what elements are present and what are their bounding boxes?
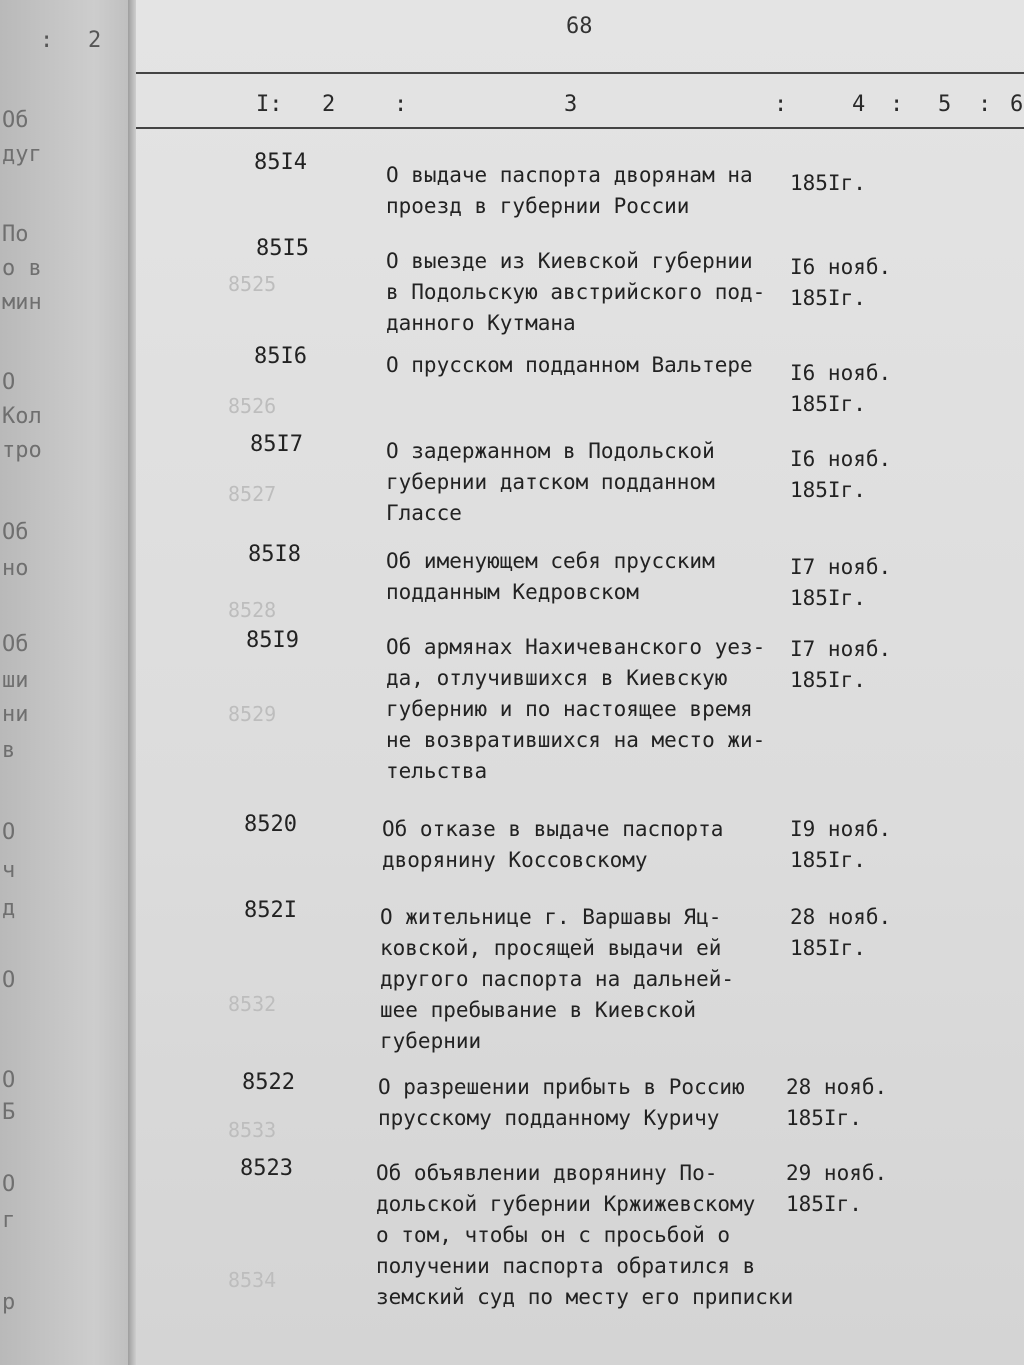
- entry-number: 85I9: [246, 628, 299, 653]
- column-separator: :: [978, 92, 992, 117]
- left-page-fragment: Об: [2, 632, 29, 657]
- left-page-fragment: По: [2, 222, 29, 247]
- header-bottom-rule: [136, 127, 1024, 129]
- entry-title: О разрешении прибыть в Россию прусскому подданному Куричу: [378, 1075, 745, 1130]
- column-header-2: 2: [322, 92, 336, 117]
- left-page-fragment: в: [2, 738, 16, 763]
- entry-date: 29 нояб. 185Iг.: [786, 1161, 888, 1216]
- entry-title: О задержанном в Подольской губернии датском подданном Глассе: [386, 439, 715, 525]
- left-page-fragment: Об: [2, 520, 29, 545]
- left-page-header-fragment: :: [40, 28, 54, 53]
- entry-title: О жительнице г. Варшавы Яц- ковской, просящей выдачи ей другого паспорта на дальней- шее пребывание в Киевской губернии: [380, 905, 735, 1053]
- entry-date: I6 нояб. 185Iг.: [790, 361, 892, 416]
- entry-date: 28 нояб. 185Iг.: [790, 905, 892, 960]
- left-page-fragment: дуг: [2, 142, 42, 167]
- left-page-fragment: Кол: [2, 404, 42, 429]
- left-page-edge: [0, 0, 135, 1365]
- show-through-text: 8533: [228, 1118, 277, 1142]
- column-separator: :: [890, 92, 904, 117]
- page-number: 68: [566, 14, 593, 39]
- left-page-fragment: ши: [2, 668, 29, 693]
- entry-number: 85I4: [254, 150, 307, 175]
- show-through-text: 8525: [228, 272, 277, 296]
- show-through-text: 8534: [228, 1268, 277, 1292]
- left-page-fragment: р: [2, 1290, 16, 1315]
- left-page-fragment: г: [2, 1208, 16, 1233]
- entry-date: 185Iг.: [790, 171, 866, 195]
- left-page-fragment: ни: [2, 702, 29, 727]
- left-page-fragment: о в: [2, 256, 42, 281]
- left-page-fragment: О: [2, 1068, 16, 1093]
- entry-date: I7 нояб. 185Iг.: [790, 637, 892, 692]
- entry-date: I9 нояб. 185Iг.: [790, 817, 892, 872]
- entry-number: 8520: [244, 812, 297, 837]
- entry-number: 8523: [240, 1156, 293, 1181]
- left-page-fragment: О: [2, 820, 16, 845]
- left-page-fragment: Об: [2, 108, 29, 133]
- left-page-fragment: д: [2, 896, 16, 921]
- entry-date: I6 нояб. 185Iг.: [790, 255, 892, 310]
- entry-date: I6 нояб. 185Iг.: [790, 447, 892, 502]
- left-page-fragment: О: [2, 1172, 16, 1197]
- column-header-5: 5: [938, 92, 952, 117]
- left-page-header-fragment: 2: [88, 28, 102, 53]
- entry-title: О прусском подданном Вальтере: [386, 353, 753, 377]
- show-through-text: 8527: [228, 482, 277, 506]
- left-page-fragment: но: [2, 556, 29, 581]
- show-through-text: 8526: [228, 394, 277, 418]
- entry-title: Об армянах Нахичеванского уез- да, отлучившихся в Киевскую губернию и по настоящее время не возвратившихся на место жи- тельства: [386, 635, 766, 783]
- entry-date: I7 нояб. 185Iг.: [790, 555, 892, 610]
- left-page-fragment: мин: [2, 290, 42, 315]
- header-top-rule: [136, 72, 1024, 74]
- entry-number: 8522: [242, 1070, 295, 1095]
- left-page-fragment: О: [2, 370, 16, 395]
- entry-title: О выдаче паспорта дворянам на проезд в губернии России: [386, 163, 753, 218]
- left-page-fragment: О: [2, 968, 16, 993]
- left-page-fragment: Б: [2, 1100, 16, 1125]
- entry-title: О выезде из Киевской губернии в Подольскую австрийского под- данного Кутмана: [386, 249, 766, 335]
- column-header-3: 3: [564, 92, 578, 117]
- entry-title: Об отказе в выдаче паспорта дворянину Коссовскому: [382, 817, 724, 872]
- show-through-text: 8528: [228, 598, 277, 622]
- left-page-fragment: тро: [2, 438, 42, 463]
- entry-number: 85I7: [250, 432, 303, 457]
- entry-number: 85I5: [256, 236, 309, 261]
- document-page: [136, 0, 1024, 1365]
- column-header-6: 6: [1010, 92, 1024, 117]
- entry-date: 28 нояб. 185Iг.: [786, 1075, 888, 1130]
- left-page-fragment: ч: [2, 858, 16, 883]
- column-separator: :: [394, 92, 408, 117]
- show-through-text: 8532: [228, 992, 277, 1016]
- entry-number: 85I6: [254, 344, 307, 369]
- column-header-1: I:: [256, 92, 283, 117]
- entry-title: Об объявлении дворянину По- дольской губернии Кржижевскому о том, чтобы он с просьбой о получении паспорта обратился в земский суд по месту его приписки: [376, 1161, 794, 1309]
- entry-number: 852I: [244, 898, 297, 923]
- show-through-text: 8529: [228, 702, 277, 726]
- column-header-4: 4: [852, 92, 866, 117]
- entry-title: Об именующем себя прусским подданным Кедровском: [386, 549, 715, 604]
- column-separator: :: [774, 92, 788, 117]
- entry-number: 85I8: [248, 542, 301, 567]
